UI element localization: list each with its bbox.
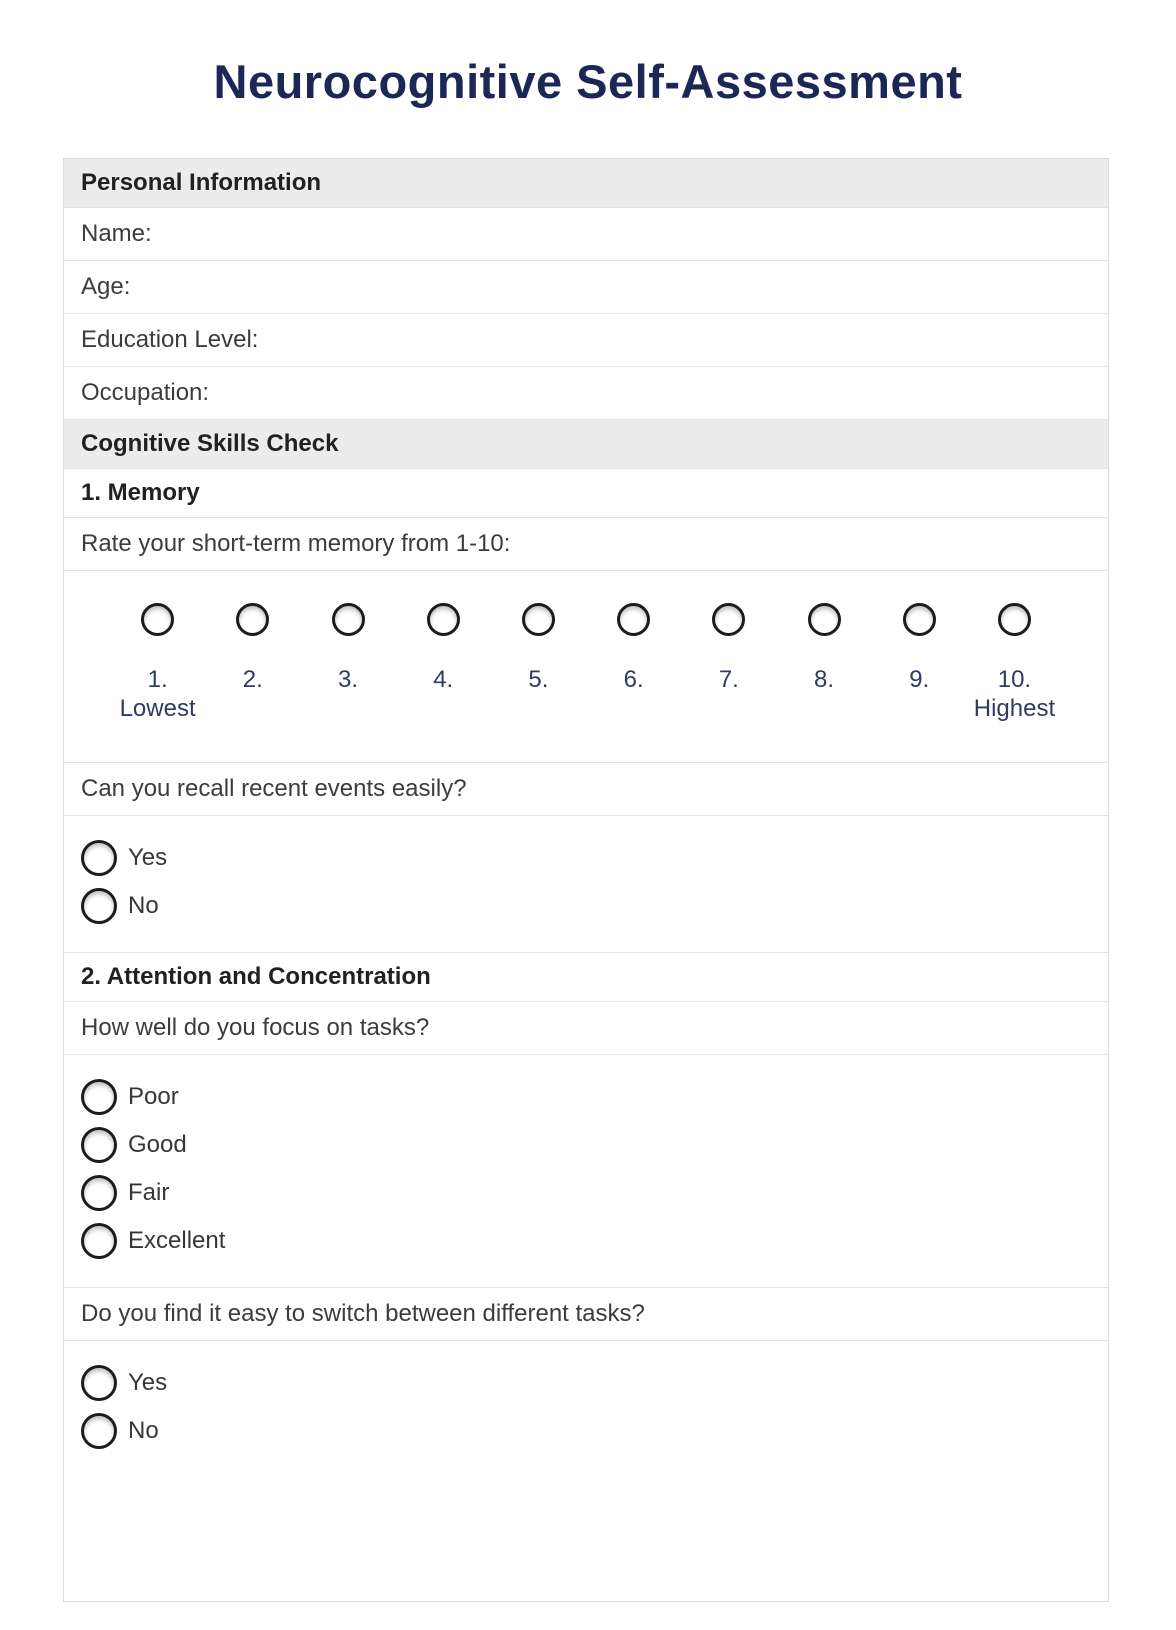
memory-heading bbox=[64, 468, 1108, 517]
switch-options bbox=[64, 1340, 1108, 1601]
option-label: Yes bbox=[128, 844, 168, 871]
scale-radio-1[interactable] bbox=[141, 603, 174, 636]
scale-option-10 bbox=[967, 603, 1062, 724]
scale-radio-7[interactable] bbox=[712, 603, 745, 636]
focus-good-radio[interactable] bbox=[81, 1127, 117, 1163]
page-title: Neurocognitive Self-Assessment bbox=[213, 55, 963, 108]
scale-number: 9. bbox=[909, 666, 930, 693]
age-field-label: Age: bbox=[81, 273, 131, 300]
attention-heading-label: 2. Attention and Concentration bbox=[81, 963, 431, 990]
option-label: Good bbox=[128, 1131, 187, 1158]
scale-sublabel-highest: Highest bbox=[973, 695, 1056, 722]
recall-option-yes[interactable] bbox=[81, 840, 1091, 876]
scale-radio-5[interactable] bbox=[522, 603, 555, 636]
scale-radio-2[interactable] bbox=[236, 603, 269, 636]
option-label: Fair bbox=[128, 1179, 170, 1206]
option-label: Yes bbox=[128, 1369, 168, 1396]
field-row-education-level[interactable] bbox=[64, 313, 1108, 366]
option-label: No bbox=[128, 892, 159, 919]
scale-number: 3. bbox=[338, 666, 359, 693]
assessment-form bbox=[63, 158, 1109, 1602]
scale-number: 10. bbox=[997, 666, 1032, 693]
recall-option-no[interactable] bbox=[81, 888, 1091, 924]
section-header-label: Cognitive Skills Check bbox=[81, 430, 339, 457]
scale-option-7 bbox=[681, 603, 776, 724]
switch-yes-radio[interactable] bbox=[81, 1365, 117, 1401]
scale-option-4 bbox=[396, 603, 491, 724]
question-text: Do you find it easy to switch between different tasks? bbox=[81, 1300, 645, 1327]
scale-option-2 bbox=[205, 603, 300, 724]
scale-option-8 bbox=[776, 603, 871, 724]
focus-option-poor[interactable] bbox=[81, 1079, 1091, 1115]
occupation-field-label: Occupation: bbox=[81, 379, 210, 406]
question-text: Rate your short-term memory from 1-10: bbox=[81, 530, 511, 557]
scale-number: 7. bbox=[718, 666, 739, 693]
attention-heading bbox=[64, 952, 1108, 1001]
recall-question bbox=[64, 762, 1108, 815]
option-label: No bbox=[128, 1417, 159, 1444]
focus-option-good[interactable] bbox=[81, 1127, 1091, 1163]
memory-rating-scale bbox=[64, 570, 1108, 762]
focus-option-excellent[interactable] bbox=[81, 1223, 1091, 1259]
scale-radio-3[interactable] bbox=[332, 603, 365, 636]
focus-poor-radio[interactable] bbox=[81, 1079, 117, 1115]
rating-scale-grid bbox=[110, 603, 1062, 724]
focus-option-fair[interactable] bbox=[81, 1175, 1091, 1211]
option-label: Excellent bbox=[128, 1227, 226, 1254]
recall-options bbox=[64, 815, 1108, 952]
memory-heading-label: 1. Memory bbox=[81, 479, 200, 506]
field-row-name[interactable] bbox=[64, 207, 1108, 260]
switch-question bbox=[64, 1287, 1108, 1340]
focus-question bbox=[64, 1001, 1108, 1054]
focus-excellent-radio[interactable] bbox=[81, 1223, 117, 1259]
scale-number: 8. bbox=[814, 666, 835, 693]
scale-option-5 bbox=[491, 603, 586, 724]
section-header-personal-information bbox=[64, 159, 1108, 207]
focus-options bbox=[64, 1054, 1108, 1287]
name-field-label: Name: bbox=[81, 220, 152, 247]
education-level-field-label: Education Level: bbox=[81, 326, 259, 353]
scale-number: 6. bbox=[623, 666, 644, 693]
field-row-age[interactable] bbox=[64, 260, 1108, 313]
focus-fair-radio[interactable] bbox=[81, 1175, 117, 1211]
scale-option-3 bbox=[300, 603, 395, 724]
question-text: How well do you focus on tasks? bbox=[81, 1014, 430, 1041]
scale-radio-10[interactable] bbox=[998, 603, 1031, 636]
scale-option-1 bbox=[110, 603, 205, 724]
scale-radio-9[interactable] bbox=[903, 603, 936, 636]
switch-no-radio[interactable] bbox=[81, 1413, 117, 1449]
scale-option-9 bbox=[872, 603, 967, 724]
scale-number: 1. bbox=[147, 666, 168, 693]
switch-option-yes[interactable] bbox=[81, 1365, 1091, 1401]
switch-option-no[interactable] bbox=[81, 1413, 1091, 1449]
scale-number: 4. bbox=[433, 666, 454, 693]
section-header-label: Personal Information bbox=[81, 169, 322, 196]
option-label: Poor bbox=[128, 1083, 179, 1110]
scale-radio-8[interactable] bbox=[808, 603, 841, 636]
scale-number: 5. bbox=[528, 666, 549, 693]
section-header-cognitive-skills-check bbox=[64, 419, 1108, 468]
scale-radio-4[interactable] bbox=[427, 603, 460, 636]
scale-sublabel-lowest: Lowest bbox=[119, 695, 196, 722]
recall-no-radio[interactable] bbox=[81, 888, 117, 924]
scale-option-6 bbox=[586, 603, 681, 724]
scale-number: 2. bbox=[242, 666, 263, 693]
recall-yes-radio[interactable] bbox=[81, 840, 117, 876]
scale-radio-6[interactable] bbox=[617, 603, 650, 636]
question-text: Can you recall recent events easily? bbox=[81, 775, 467, 802]
field-row-occupation[interactable] bbox=[64, 366, 1108, 419]
memory-scale-question bbox=[64, 517, 1108, 570]
